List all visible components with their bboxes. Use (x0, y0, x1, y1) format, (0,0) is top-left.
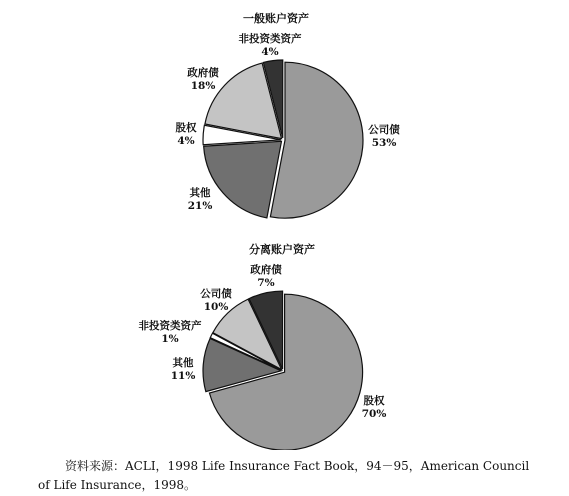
pie-slice (204, 141, 282, 218)
slice-label: 非投资类资产 (238, 33, 302, 45)
slice-value-label: 53% (371, 137, 397, 149)
source-line-1: 资料来源：ACLI，1998 Life Insurance Fact Book，94－95，American Council (65, 459, 530, 473)
chart-title: 一般账户资产 (243, 12, 309, 25)
slice-label: 公司债 (368, 124, 400, 136)
slice-value-label: 21% (187, 200, 213, 212)
slice-label: 政府债 (250, 264, 282, 276)
slice-value-label: 7% (257, 277, 275, 289)
slice-value-label: 18% (190, 80, 216, 92)
separate-account-pie-chart (139, 242, 387, 450)
slice-label: 其他 (172, 357, 194, 369)
source-note (38, 457, 538, 495)
slice-label: 股权 (363, 395, 385, 407)
slice-label: 其他 (189, 187, 211, 199)
slice-value-label: 4% (261, 46, 279, 58)
general-account-pie-chart (176, 11, 401, 218)
slice-label: 非投资类资产 (138, 320, 202, 332)
slice-value-label: 70% (361, 408, 387, 420)
slice-value-label: 11% (170, 370, 196, 382)
pie-slice (270, 62, 363, 218)
slice-value-label: 4% (177, 135, 195, 147)
slice-value-label: 1% (161, 333, 179, 345)
chart-title: 分离账户资产 (249, 243, 315, 256)
slice-label: 股权 (175, 122, 197, 134)
slice-label: 公司债 (200, 288, 232, 300)
slice-label: 政府债 (187, 67, 219, 79)
source-line-2: of Life Insurance，1998。 (38, 478, 196, 492)
slice-value-label: 10% (203, 301, 229, 313)
